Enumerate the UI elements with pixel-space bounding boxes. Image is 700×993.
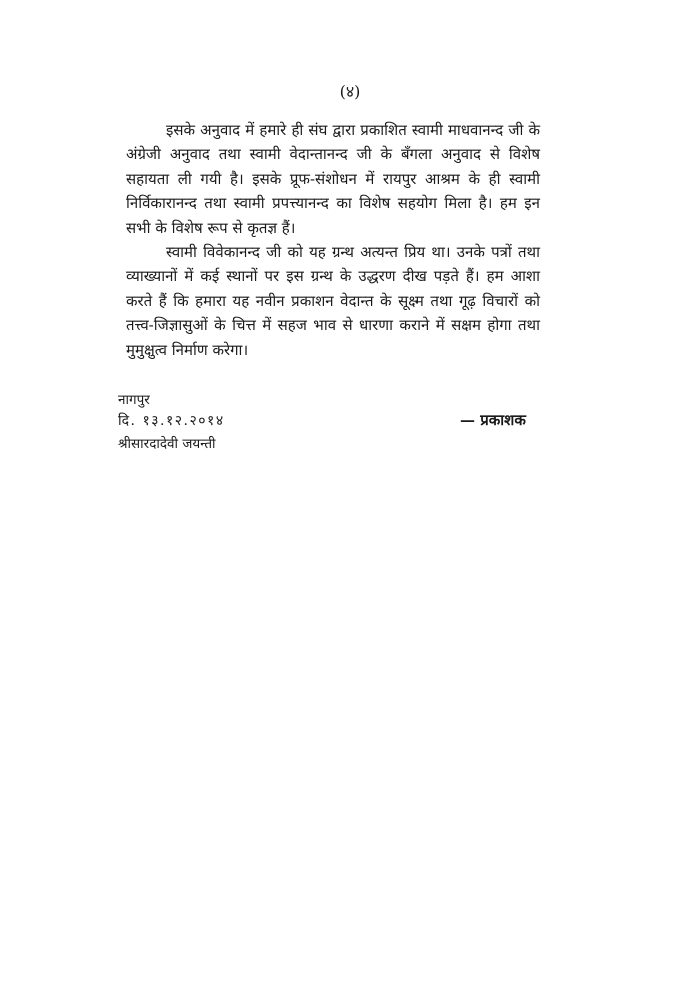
paragraph-acknowledgement: इसके अनुवाद में हमारे ही संघ द्वारा प्रकाशित स्वामी माधवानन्द जी के अंग्रेजी अनुवाद तथा स्वामी वेदान्तानन्द जी के बँगला अनुवाद से विशेष सहायता ली गयी है। इसके प्रूफ-संशोधन में रायपुर आश्रम के ही स्वामी निर्विकारानन्द तथा स्वामी प्रपत्त्यानन्द का विशेष सहयोग मिला है। हम इन सभी के विशेष रूप से कृतज्ञ हैं। [126, 121, 540, 237]
publication-date: दि. १३.१२.२०१४ [118, 413, 225, 429]
publication-occasion: श्रीसारदादेवी जयन्ती [118, 436, 216, 452]
publisher-signature: — प्रकाशक [460, 411, 526, 429]
body-text [126, 118, 540, 362]
page-number: (४) [339, 82, 361, 101]
publication-place: नागपुर [118, 392, 150, 408]
paragraph-about-book: स्वामी विवेकानन्द जी को यह ग्रन्थ अत्यन्त प्रिय था। उनके पत्रों तथा व्याख्यानों में कई स्थानों पर इस ग्रन्थ के उद्धरण दीख पड़ते हैं। हम आशा करते हैं कि हमारा यह नवीन प्रकाशन वेदान्त के सूक्ष्म तथा गूढ़ विचारों को तत्त्व-जिज्ञासुओं के चित्त में सहज भाव से धारणा कराने में सक्षम होगा तथा मुमुक्षुत्व निर्माण करेगा। [126, 243, 540, 359]
